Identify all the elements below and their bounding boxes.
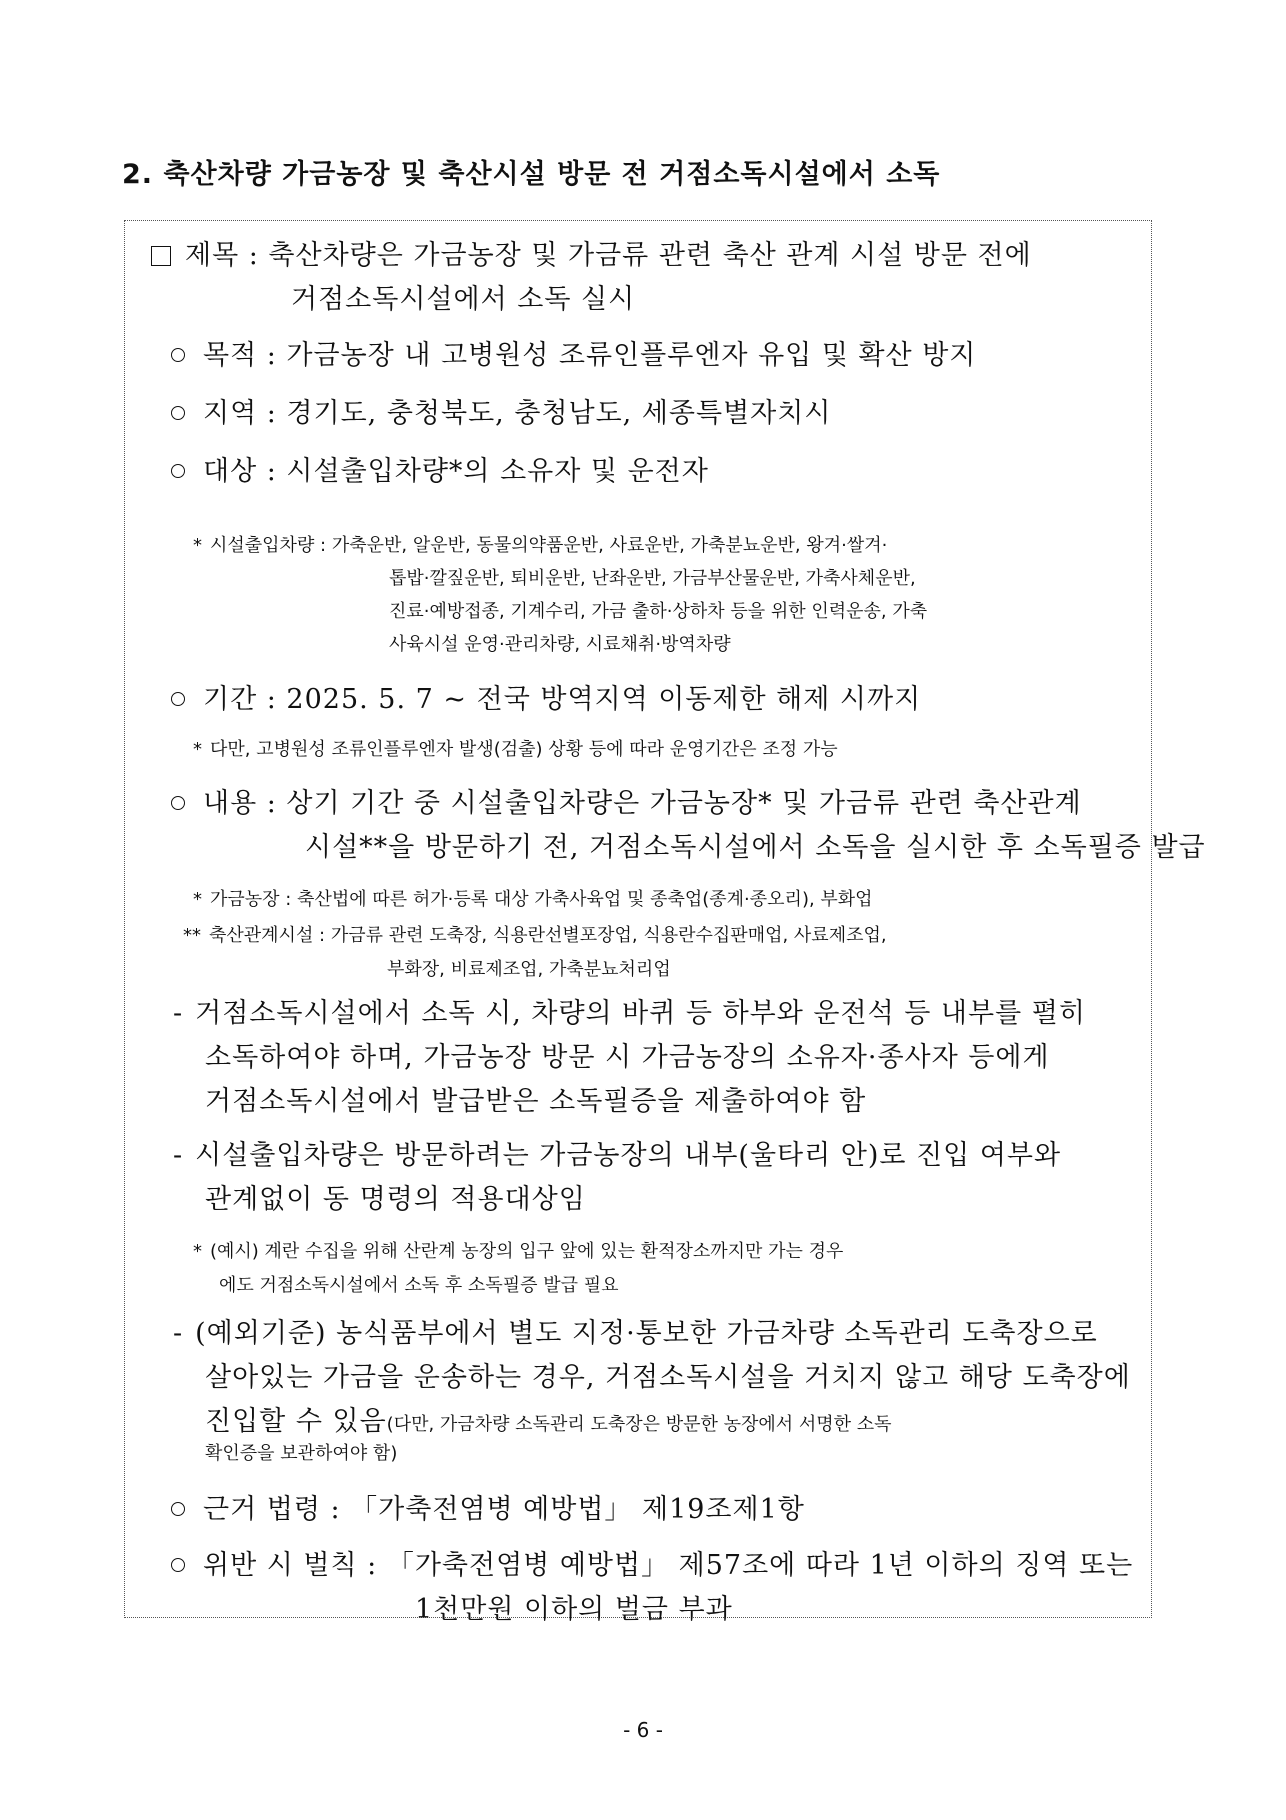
purpose-item xyxy=(171,333,976,372)
penalty-line1: 위반 시 벌칙 : 「가축전염병 예방법」 제57조에 따라 1년 이하의 징역 또는 xyxy=(203,1550,1134,1581)
dash1-line2: 소독하여야 하며, 가금농장 방문 시 가금농장의 소유자·종사자 등에게 xyxy=(205,1042,1050,1073)
circle-bullet-icon xyxy=(171,1502,185,1516)
content-note2 xyxy=(183,921,887,947)
dash-mark: - xyxy=(173,998,184,1029)
dash-mark: - xyxy=(173,1318,184,1349)
region-text: 지역 : 경기도, 충청북도, 충청남도, 세종특별자치시 xyxy=(203,398,832,429)
target-text: 대상 : 시설출입차량*의 소유자 및 운전자 xyxy=(203,456,709,487)
content-item xyxy=(171,781,1082,820)
title-item xyxy=(151,233,1032,272)
dash3-line3 xyxy=(205,1399,892,1438)
asterisk-mark: * xyxy=(193,739,202,760)
target-note xyxy=(193,531,887,557)
dash3-line2: 살아있는 가금을 운송하는 경우, 거점소독시설을 거치지 않고 해당 도축장에 xyxy=(205,1362,1131,1393)
penalty-line2: 1천만원 이하의 벌금 부과 xyxy=(415,1594,733,1625)
legal-basis-item xyxy=(171,1487,805,1526)
asterisk-mark: * xyxy=(193,535,202,556)
content-line2: 시설**을 방문하기 전, 거점소독시설에서 소독을 실시한 후 소독필증 발급 xyxy=(305,832,1206,863)
dash-item-1 xyxy=(173,991,1086,1030)
dash2-note-line2: 에도 거점소독시설에서 소독 후 소독필증 발급 필요 xyxy=(219,1275,619,1296)
dash3-line3-main: 진입할 수 있음 xyxy=(205,1406,387,1437)
target-note-line4: 사육시설 운영·관리차량, 시료채취·방역차량 xyxy=(389,634,731,655)
asterisk-mark: * xyxy=(193,889,202,910)
dash3-line3-aside: (다만, 가금차량 소독관리 도축장은 방문한 농장에서 서명한 소독 xyxy=(386,1414,892,1435)
circle-bullet-icon xyxy=(171,406,185,420)
period-item xyxy=(171,677,921,716)
circle-bullet-icon xyxy=(171,796,185,810)
circle-bullet-icon xyxy=(171,692,185,706)
circle-bullet-icon xyxy=(171,1558,185,1572)
target-note-line1: 시설출입차량 : 가축운반, 알운반, 동물의약품운반, 사료운반, 가축분뇨운반, 왕겨·쌀겨· xyxy=(210,535,888,556)
title-line1: 제목 : 축산차량은 가금농장 및 가금류 관련 축산 관계 시설 방문 전에 xyxy=(185,240,1032,271)
title-line2: 거점소독시설에서 소독 실시 xyxy=(291,284,636,315)
checkbox-icon xyxy=(151,246,171,266)
dash3-line1: (예외기준) 농식품부에서 별도 지정·통보한 가금차량 소독관리 도축장으로 xyxy=(195,1318,1098,1349)
dash1-line1: 거점소독시설에서 소독 시, 차량의 바퀴 등 하부와 운전석 등 내부를 펼히 xyxy=(195,998,1086,1029)
dash1-line3: 거점소독시설에서 발급받은 소독필증을 제출하여야 함 xyxy=(205,1086,867,1117)
dash-item-3 xyxy=(173,1311,1098,1350)
purpose-text: 목적 : 가금농장 내 고병원성 조류인플루엔자 유입 및 확산 방지 xyxy=(203,340,977,371)
dash-mark: - xyxy=(173,1140,184,1171)
legal-basis-text: 근거 법령 : 「가축전염병 예방법」 제19조제1항 xyxy=(203,1494,805,1525)
circle-bullet-icon xyxy=(171,348,185,362)
dash3-line4: 확인증을 보관하여야 함) xyxy=(205,1443,398,1464)
period-note xyxy=(193,735,838,761)
circle-bullet-icon xyxy=(171,464,185,478)
content-note1 xyxy=(193,885,873,911)
content-line1: 내용 : 상기 기간 중 시설출입차량은 가금농장* 및 가금류 관련 축산관계 xyxy=(203,788,1082,819)
dash-item-2 xyxy=(173,1133,1061,1172)
dash2-line2: 관계없이 동 명령의 적용대상임 xyxy=(205,1184,586,1215)
dash2-note xyxy=(193,1237,843,1263)
content-box xyxy=(124,220,1206,1625)
dash2-line1: 시설출입차량은 방문하려는 가금농장의 내부(울타리 안)로 진입 여부와 xyxy=(195,1140,1062,1171)
target-item xyxy=(171,449,709,488)
penalty-item xyxy=(171,1543,1133,1582)
period-note-text: 다만, 고병원성 조류인플루엔자 발생(검출) 상황 등에 따라 운영기간은 조정 가능 xyxy=(210,739,838,760)
period-text: 기간 : 2025. 5. 7 ~ 전국 방역지역 이동제한 해제 시까지 xyxy=(203,684,922,715)
content-note2-line1: 축산관계시설 : 가금류 관련 도축장, 식용란선별포장업, 식용란수집판매업, 사료제조업, xyxy=(209,925,887,946)
section-heading: 2. 축산차량 가금농장 및 축산시설 방문 전 거점소독시설에서 소독 xyxy=(122,159,941,190)
asterisk-mark: * xyxy=(193,1241,202,1262)
double-asterisk-mark: ** xyxy=(183,925,201,946)
region-item xyxy=(171,391,831,430)
target-note-line2: 톱밥·깔짚운반, 퇴비운반, 난좌운반, 가금부산물운반, 가축사체운반, xyxy=(389,568,916,589)
target-note-line3: 진료·예방접종, 기계수리, 가금 출하·상하차 등을 위한 인력운송, 가축 xyxy=(389,601,928,622)
content-note1-text: 가금농장 : 축산법에 따른 허가·등록 대상 가축사육업 및 종축업(종계·종오리), 부화업 xyxy=(210,889,873,910)
content-note2-line2: 부화장, 비료제조업, 가축분뇨처리업 xyxy=(387,959,671,980)
dash2-note-line1: (예시) 계란 수집을 위해 산란계 농장의 입구 앞에 있는 환적장소까지만 가는 경우 xyxy=(210,1241,844,1262)
page-number: - 6 - xyxy=(623,1718,663,1742)
